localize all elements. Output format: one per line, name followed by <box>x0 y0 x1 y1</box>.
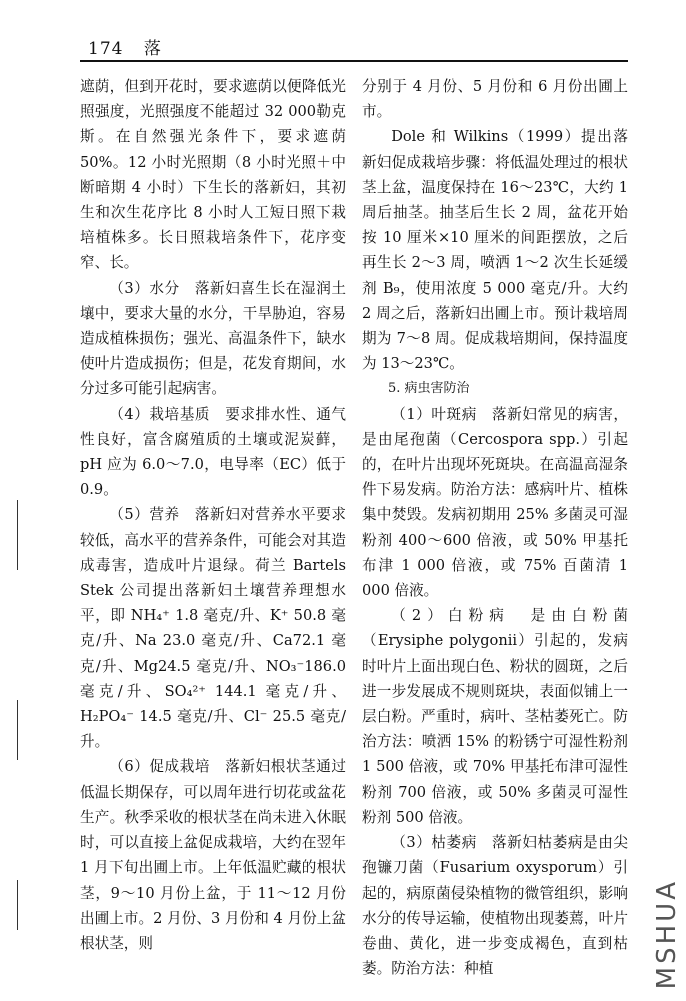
paragraph-wilt: （3）枯萎病 落新妇枯萎病是由尖孢镰刀菌（Fusarium oxysporum）引起的，病原菌侵染植物的微管组织，影响水分的传导运输，使植物出现萎蔫，叶片卷曲、黄化，进一步变成褐色，直到枯萎。防治方法：种植 <box>362 834 628 978</box>
left-column <box>80 74 346 956</box>
scan-margin-line <box>17 880 18 930</box>
paragraph-powdery-mildew: （2）白粉病 是由白粉菌（Erysiphe polygonii）引起的，发病时叶片上面出现白色、粉状的圆斑，之后进一步发展成不规则斑块，表面似铺上一层白粉。严重时，病叶、茎枯萎死亡。防治方法：喷洒 15% 的粉锈宁可湿性粉剂 1 500 倍液，或 70% 甲基托布津可湿性粉剂 700 倍液，或 50% 多菌灵可湿性粉剂 500 倍液。 <box>362 607 628 826</box>
watermark: MSHUA <box>652 878 682 989</box>
paragraph-nutrition: （5）营养 落新妇对营养水平要求较低，高水平的营养条件，可能会对其造成毒害，造成叶片退绿。荷兰 Bartels Stek 公司提出落新妇土壤营养理想水平，即 NH₄⁺ 1.8 毫克/升、K⁺ 50.8 毫克/升、Na 23.0 毫克/升、Ca72.1 毫克/升、Mg24.5 毫克/升、NO₃⁻186.0 毫克/升、SO₄²⁺ 144.1 毫克/升、H₂PO₄⁻ 14.5 毫克/升、Cl⁻ 25.5 毫克/升。 <box>80 506 346 751</box>
right-column <box>362 74 628 981</box>
page-number: 174 <box>88 39 124 59</box>
paragraph-leaf-spot: （1）叶斑病 落新妇常见的病害，是由尾孢菌（Cercospora spp.）引起的，在叶片出现坏死斑块。在高温高湿条件下易发病。防治方法：感病叶片、植株集中焚毁。发病初期用 25% 多菌灵可湿粉剂 400～600 倍液，或 50% 甲基托布津 1 000 倍液，或 75% 百菌清 1 000 倍液。 <box>362 405 628 600</box>
paragraph-substrate: （4）栽培基质 要求排水性、通气性良好，富含腐殖质的土壤或泥炭藓，pH 应为 6.0～7.0，电导率（EC）低于 0.9。 <box>80 405 346 499</box>
paragraph-forcing-steps: Dole 和 Wilkins（1999）提出落新妇促成栽培步骤：将低温处理过的根状茎上盆，温度保持在 16～23℃，大约 1 周后抽茎。抽茎后生长 2 周，盆花开始按 10 厘米×10 厘米的间距摆放，之后再生长 2～3 周，喷洒 1～2 次生长延缓剂 B₉，使用浓度 5 000 毫克/升。大约 2 周之后，落新妇出圃上市。预计栽培周期为 7～8 周。促成栽培期间，保持温度为 13～23℃。 <box>362 128 628 373</box>
scan-margin-line <box>17 700 18 760</box>
scan-margin-line <box>17 500 18 570</box>
page-header <box>88 34 162 59</box>
section-heading: 5. 病虫害防治 <box>388 381 470 397</box>
header-rule <box>80 60 628 62</box>
paragraph: 分别于 4 月份、5 月份和 6 月份出圃上市。 <box>362 78 628 121</box>
paragraph: 遮荫，但到开花时，要求遮荫以便降低光照强度，光照强度不能超过 32 000勒克斯。在自然强光条件下，要求遮荫 50%。12 小时光照期（8 小时光照＋中断暗期 4 小时）下生长的落新妇，其初生和次生花序比 8 小时人工短日照下栽培植株多。长日照栽培条件下，花序变窄、长。 <box>80 78 346 272</box>
running-title: 落 <box>143 39 162 59</box>
paragraph-forcing: （6）促成栽培 落新妇根状茎通过低温长期保存，可以周年进行切花或盆花生产。秋季采收的根状茎在尚未进入休眠时，可以直接上盆促成栽培，大约在翌年 1 月下旬出圃上市。上年低温贮藏的根状茎，9～10 月份上盆，于 11～12 月份出圃上市。2 月份、3 月份和 4 月份上盆根状茎，则 <box>80 758 346 952</box>
paragraph-water: （3）水分 落新妇喜生长在湿润土壤中，要求大量的水分，干旱胁迫，容易造成植株损伤；强光、高温条件下，缺水使叶片造成损伤；但是，花发育期间，水分过多可能引起病害。 <box>80 279 346 398</box>
